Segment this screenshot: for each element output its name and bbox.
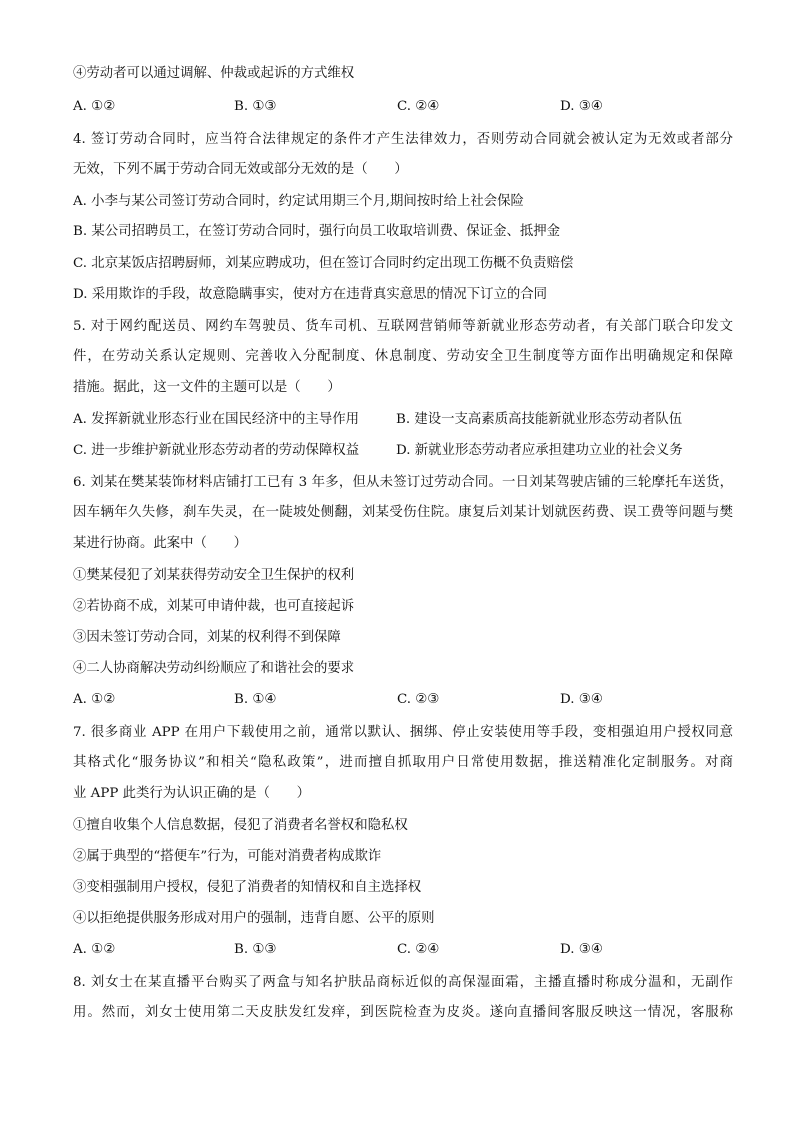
q7-choice-d: D. ③④ — [560, 942, 603, 957]
q5-stem-line-1: 5. 对于网约配送员、网约车驾驶员、货车司机、互联网营销师等新就业形态劳动者，有关部门联合印发文 — [73, 319, 733, 334]
q6-statement-4: ④二人协商解决劳动纠纷顺应了和谐社会的要求 — [73, 661, 355, 676]
q8-stem-line-2: 用。然而，刘女士使用第二天皮肤发红发痒，到医院检查为皮炎。遂向直播间客服反映这一情况，客服称 — [73, 1005, 733, 1020]
q6-choice-c: C. ②③ — [397, 692, 440, 707]
q6-choice-b: B. ①④ — [234, 692, 277, 707]
q7-statement-2: ②属于典型的“搭便车”行为，可能对消费者构成欺诈 — [73, 849, 382, 864]
q4-stem-line-1: 4. 签订劳动合同时，应当符合法律规定的条件才产生法律效力，否则劳动合同就会被认定为无效或者部分 — [73, 132, 733, 147]
q7-statement-3: ③变相强制用户授权，侵犯了消费者的知情权和自主选择权 — [73, 880, 422, 895]
q4-option-d: D. 采用欺诈的手段，故意隐瞒事实，使对方在违背真实意思的情况下订立的合同 — [73, 287, 548, 302]
q4-option-a: A. 小李与某公司签订劳动合同时，约定试用期三个月,期间按时给上社会保险 — [73, 194, 524, 209]
q7-choice-b: B. ①③ — [234, 942, 277, 957]
q6-stem-line-1: 6. 刘某在樊某装饰材料店铺打工已有 3 年多，但从未签订过劳动合同。一日刘某驾驶店铺的三轮摩托车送货， — [73, 475, 733, 490]
q7-statement-1: ①擅自收集个人信息数据，侵犯了消费者名誉权和隐私权 — [73, 818, 408, 833]
q3-choice-d: D. ③④ — [560, 99, 603, 114]
q7-choice-c: C. ②④ — [397, 942, 440, 957]
q5-option-d: D. 新就业形态劳动者应承担建功立业的社会义务 — [396, 443, 683, 458]
q6-statement-2: ②若协商不成，刘某可申请仲裁，也可直接起诉 — [73, 599, 355, 614]
q4-option-b: B. 某公司招聘员工，在签订劳动合同时，强行向员工收取培训费、保证金、抵押金 — [73, 224, 561, 239]
q6-statement-1: ①樊某侵犯了刘某获得劳动安全卫生保护的权利 — [73, 568, 355, 583]
q6-statement-3: ③因未签订劳动合同，刘某的权利得不到保障 — [73, 630, 341, 645]
q7-stem-line-3: 业 APP 此类行为认识正确的是（ ） — [73, 786, 311, 801]
q5-option-b: B. 建设一支高素质高技能新就业形态劳动者队伍 — [396, 412, 683, 427]
q5-stem-line-3: 措施。据此，这一文件的主题可以是（ ） — [73, 380, 341, 395]
q7-stem-line-1: 7. 很多商业 APP 在用户下载使用之前，通常以默认、捆绑、停止安装使用等手段，变相强迫用户授权同意 — [73, 725, 733, 740]
q6-stem-line-2: 因车辆年久失修，刹车失灵，在一陡坡处侧翻，刘某受伤住院。康复后刘某计划就医药费、误工费等问题与樊 — [73, 505, 733, 520]
q5-option-c: C. 进一步维护新就业形态劳动者的劳动保障权益 — [73, 443, 360, 458]
q7-choice-a: A. ①② — [73, 942, 116, 957]
q4-option-c: C. 北京某饭店招聘厨师，刘某应聘成功，但在签订合同时约定出现工伤概不负责赔偿 — [73, 256, 574, 271]
q6-choice-d: D. ③④ — [560, 692, 603, 707]
q7-stem-line-2: 其格式化“服务协议”和相关“隐私政策”，进而擅自抓取用户日常使用数据，推送精准化定制服务。对商 — [73, 755, 733, 770]
q6-stem-line-3: 某进行协商。此案中（ ） — [73, 536, 248, 551]
q6-choice-a: A. ①② — [73, 692, 116, 707]
q5-option-a: A. 发挥新就业形态行业在国民经济中的主导作用 — [73, 412, 359, 427]
q7-statement-4: ④以拒绝提供服务形成对用户的强制，违背自愿、公平的原则 — [73, 911, 435, 926]
q3-choice-c: C. ②④ — [397, 99, 440, 114]
q3-statement-4: ④劳动者可以通过调解、仲裁或起诉的方式维权 — [73, 66, 355, 81]
q4-stem-line-2: 无效，下列不属于劳动合同无效或部分无效的是（ ） — [73, 162, 408, 177]
q8-stem-line-1: 8. 刘女士在某直播平台购买了两盒与知名护肤品商标近似的高保湿面霜，主播直播时称成分温和，无副作 — [73, 975, 733, 990]
q3-choice-b: B. ①③ — [234, 99, 277, 114]
q5-stem-line-2: 件，在劳动关系认定规则、完善收入分配制度、休息制度、劳动安全卫生制度等方面作出明确规定和保障 — [73, 349, 733, 364]
q3-choice-a: A. ①② — [73, 99, 116, 114]
